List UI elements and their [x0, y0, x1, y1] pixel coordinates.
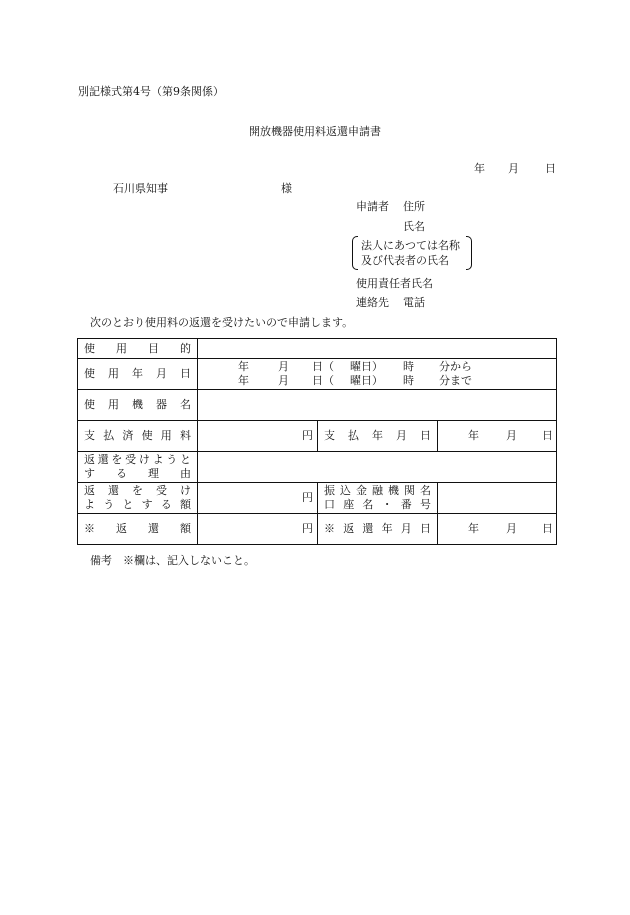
remarks-note: 備考 ※欄は、記入しないこと。 [90, 554, 255, 567]
to-year: 年 [238, 374, 249, 387]
row-refund [78, 514, 557, 545]
row-purpose [78, 339, 557, 359]
refund-date-label: ※返還年月日 [318, 514, 438, 545]
from-day: 日（ [312, 360, 334, 373]
payment-date-label: 支払年月日 [318, 421, 438, 452]
refund-request-line1: 返還を受け [84, 484, 191, 497]
bank-label [318, 483, 438, 514]
addressee: 石川県知事 [113, 182, 168, 195]
row-equipment [78, 390, 557, 421]
reason-label-line2: する理由 [84, 467, 191, 480]
period-field[interactable] [198, 359, 557, 390]
yen-unit: 円 [302, 522, 313, 535]
yen-unit: 円 [302, 429, 313, 442]
payment-month: 月 [506, 429, 517, 442]
to-weekday: 曜日） [350, 374, 383, 387]
corporate-note-line2: 及び代表者の氏名 [361, 254, 449, 267]
refund-request-label [78, 483, 198, 514]
date-month-label: 月 [508, 162, 519, 175]
row-paid-fee [78, 421, 557, 452]
contact-label: 連絡先 [356, 296, 389, 309]
bank-label-line2: 口座名・番号 [324, 498, 431, 511]
name-label: 氏名 [403, 220, 425, 233]
corporate-note-line1: 法人にあつては名称 [361, 239, 460, 252]
payment-year: 年 [468, 429, 479, 442]
refund-day: 日 [542, 522, 553, 535]
reason-label-line1: 返還を受けようと [84, 453, 191, 466]
refund-amount-field[interactable] [198, 514, 318, 545]
from-weekday: 曜日） [350, 360, 383, 373]
right-bracket [466, 236, 472, 270]
from-month: 月 [278, 360, 289, 373]
period-to-line [203, 374, 551, 388]
refund-month: 月 [506, 522, 517, 535]
corporate-note [352, 236, 472, 270]
address-label: 住所 [403, 200, 425, 213]
reason-label [78, 452, 198, 483]
payment-date-field[interactable] [438, 421, 557, 452]
responsible-person-label: 使用責任者氏名 [356, 277, 433, 290]
application-table [77, 338, 557, 545]
to-month: 月 [278, 374, 289, 387]
bank-field[interactable] [438, 483, 557, 514]
refund-request-field[interactable] [198, 483, 318, 514]
equipment-label: 使用機器名 [78, 390, 198, 421]
applicant-label: 申請者 [356, 200, 389, 213]
form-reference: 別記様式第4号（第9条関係） [78, 85, 224, 98]
document-title: 開放機器使用料返還申請書 [249, 125, 381, 138]
payment-day: 日 [542, 429, 553, 442]
date-day-label: 日 [545, 162, 556, 175]
refund-year: 年 [468, 522, 479, 535]
reason-field[interactable] [198, 452, 557, 483]
row-refund-request [78, 483, 557, 514]
refund-amount-label: ※返還額 [78, 514, 198, 545]
period-from-line [203, 360, 551, 374]
from-minute: 分から [439, 360, 472, 373]
honorific: 様 [281, 182, 292, 195]
from-year: 年 [238, 360, 249, 373]
bank-label-line1: 振込金融機関名 [324, 484, 431, 497]
date-year-label: 年 [474, 162, 485, 175]
from-hour: 時 [403, 360, 414, 373]
yen-unit: 円 [302, 491, 313, 504]
left-bracket [352, 236, 358, 270]
paid-fee-label: 支払済使用料 [78, 421, 198, 452]
purpose-label: 使用目的 [78, 339, 198, 359]
refund-date-field[interactable] [438, 514, 557, 545]
paid-fee-field[interactable] [198, 421, 318, 452]
to-minute: 分まで [439, 374, 472, 387]
period-label: 使用年月日 [78, 359, 198, 390]
row-period [78, 359, 557, 390]
equipment-field[interactable] [198, 390, 557, 421]
purpose-field[interactable] [198, 339, 557, 359]
row-reason [78, 452, 557, 483]
to-day: 日（ [312, 374, 334, 387]
refund-request-line2: ようとする額 [84, 498, 191, 511]
to-hour: 時 [403, 374, 414, 387]
phone-label: 電話 [403, 296, 425, 309]
intro-text: 次のとおり使用料の返還を受けたいので申請します。 [90, 316, 354, 329]
